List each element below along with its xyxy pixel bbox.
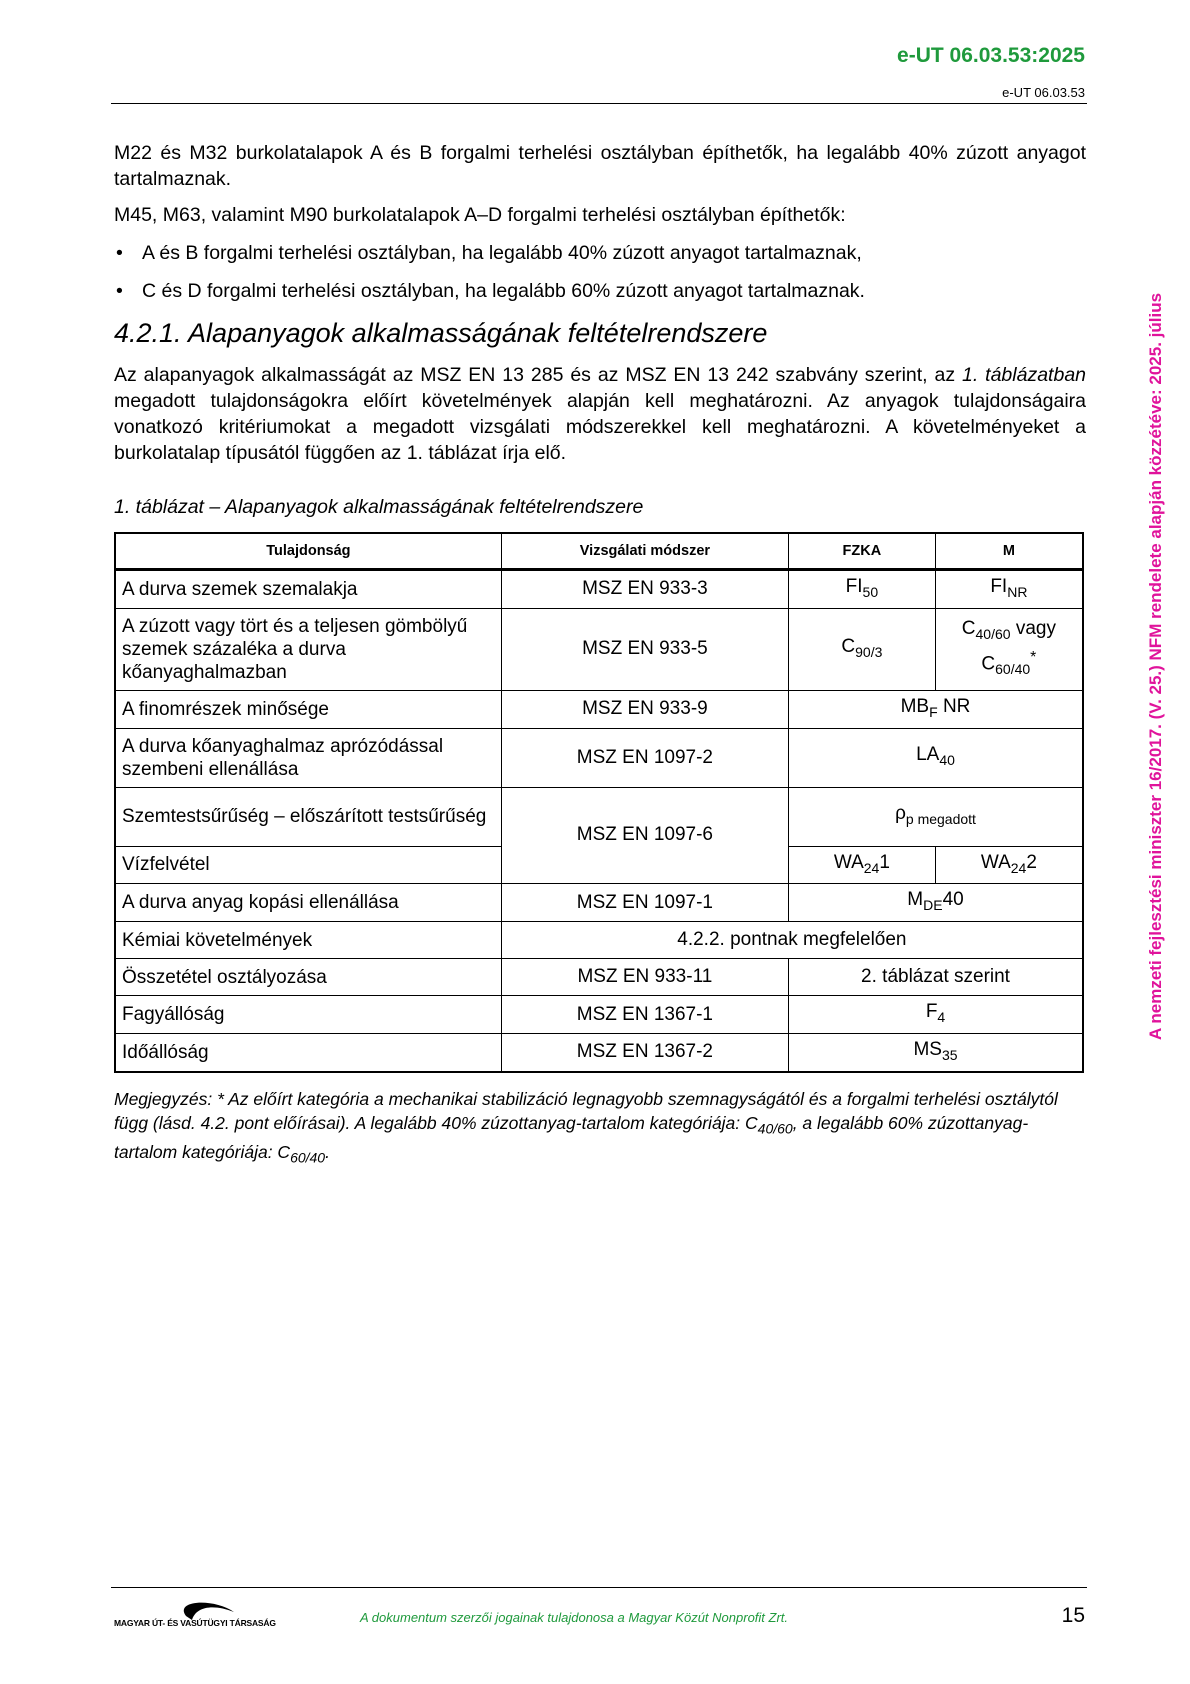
- value-subscript: NR: [1007, 583, 1028, 600]
- table-row: [115, 570, 1083, 609]
- value-subscript: 50: [862, 583, 879, 600]
- note-text: Megjegyzés: * Az előírt kategória a mechanikai stabilizáció legnagyobb szemnagyságától és a forgalmi terhelési osztálytól függ (lásd. 4.2. pont előírásai). A legalább 40% zúzottanyag-tartalom kategóriája: C: [114, 1088, 1058, 1133]
- copyright-note: A dokumentum szerzői jogainak tulajdonosa a Magyar Közút Nonprofit Zrt.: [360, 1610, 789, 1625]
- cell-m: [935, 608, 1083, 690]
- cell-fzka: [789, 570, 936, 609]
- value-text: M: [907, 889, 924, 911]
- footer-divider: [111, 1587, 1087, 1588]
- table-header-row: [115, 533, 1083, 570]
- value-subscript: 90/3: [855, 643, 883, 660]
- paragraph-3-end: megadott tulajdonságokra előírt követelmények alapján kell meghatározni. Az anyagok tulajdonságaira vonatkozó kritériumokat a megadott vizsgálati módszerekkel kell meghatározni. A követelményeket a burkolatalap típusától függően az 1. táblázat írja elő.: [114, 390, 1086, 464]
- table-row: [115, 959, 1083, 996]
- value-text: 40: [942, 889, 964, 911]
- cell-fzka: [789, 608, 936, 690]
- value-subscript: p megadott: [905, 810, 976, 827]
- value-text: WA: [980, 851, 1011, 873]
- value-text: C: [981, 653, 996, 675]
- table-row: [115, 922, 1083, 959]
- cell-method: MSZ EN 933-3: [501, 570, 788, 609]
- table-caption: 1. táblázat – Alapanyagok alkalmasságának feltételrendszere: [114, 496, 644, 518]
- value-subscript: 24: [863, 859, 880, 876]
- value-subscript: 35: [941, 1046, 958, 1063]
- page-number: 15: [1061, 1604, 1085, 1627]
- cell-value: [789, 996, 1083, 1034]
- cell-method: MSZ EN 1097-1: [501, 884, 788, 922]
- table-row: [115, 884, 1083, 922]
- cell-m: [935, 570, 1083, 609]
- cell-property: Szemtestsűrűség – előszárított testsűrűség: [115, 787, 501, 846]
- value-text: F: [925, 1001, 938, 1023]
- document-code: e-UT 06.03.53:2025: [897, 44, 1085, 67]
- cell-method: MSZ EN 1367-1: [501, 996, 788, 1034]
- value-text: C: [961, 618, 976, 640]
- header-property: Tulajdonság: [115, 533, 501, 570]
- note-subscript: 40/60: [757, 1120, 793, 1137]
- cell-value: [789, 728, 1083, 787]
- note-text: , a legalább 60% zúzottanyag-tartalom kategóriája: C: [114, 1112, 1029, 1163]
- value-subscript: 24: [1010, 859, 1027, 876]
- cell-value: [789, 1033, 1083, 1071]
- cell-fzka: [789, 846, 936, 884]
- value-text: C: [841, 635, 856, 657]
- value-text: FI: [845, 576, 863, 597]
- cell-property: Időállóság: [115, 1033, 501, 1071]
- cell-method: MSZ EN 933-9: [501, 690, 788, 728]
- document-subcode: e-UT 06.03.53: [1002, 85, 1085, 100]
- cell-method: MSZ EN 933-5: [501, 608, 788, 690]
- value-subscript: F: [929, 703, 938, 720]
- section-title: 4.2.1. Alapanyagok alkalmasságának feltételrendszere: [114, 318, 768, 348]
- header-fzka: FZKA: [789, 533, 936, 570]
- table-row: [115, 787, 1083, 846]
- cell-property: A zúzott vagy tört és a teljesen gömbölyű szemek százaléka a durva kőanyaghalmazban: [115, 608, 501, 690]
- table-row: [115, 690, 1083, 728]
- value-subscript: 40: [939, 751, 955, 768]
- table-reference: 1. táblázatban: [962, 364, 1087, 386]
- cell-value: [789, 884, 1083, 922]
- header-m: M: [935, 533, 1083, 570]
- table-note: [114, 1087, 1086, 1170]
- cell-property: Kémiai követelmények: [115, 922, 501, 959]
- cell-property: Vízfelvétel: [115, 846, 501, 884]
- society-logo-text: MAGYAR ÚT- ÉS VASÚTÜGYI TÁRSASÁG: [114, 1618, 276, 1628]
- cell-value: [789, 690, 1083, 728]
- table-row: [115, 996, 1083, 1034]
- paragraph-2: M45, M63, valamint M90 burkolatalapok A–D forgalmi terhelési osztályban építhetők:: [114, 204, 846, 226]
- value-text: ρ: [895, 803, 906, 825]
- cell-value: [789, 787, 1083, 846]
- cell-property: Fagyállóság: [115, 996, 501, 1034]
- cell-method: MSZ EN 1097-6: [501, 787, 788, 884]
- bullet-item: • C és D forgalmi terhelési osztályban, ha legalább 60% zúzott anyagot tartalmaznak.: [114, 278, 1086, 304]
- bullet-list: [114, 240, 1086, 304]
- cell-property: A finomrészek minősége: [115, 690, 501, 728]
- value-text: FI: [990, 576, 1008, 597]
- cell-value: 4.2.2. pontnak megfelelően: [501, 922, 1083, 959]
- cell-method: MSZ EN 1367-2: [501, 1033, 788, 1071]
- value-subscript: 60/40: [995, 661, 1031, 678]
- value-text: 2: [1026, 851, 1037, 873]
- value-text: vagy: [1010, 618, 1056, 640]
- table-row: [115, 608, 1083, 690]
- value-subscript: 40/60: [975, 626, 1011, 643]
- publication-note: A nemzeti fejlesztési miniszter 16/2017. (V. 25.) NFM rendelete alapján közzétéve: 2025. július: [1146, 292, 1165, 1040]
- paragraph-1: M22 és M32 burkolatalapok A és B forgalmi terhelési osztályban építhetők, ha legalább 40% zúzott anyagot tartalmaznak.: [114, 142, 1086, 190]
- header-method: Vizsgálati módszer: [501, 533, 788, 570]
- cell-property: A durva anyag kopási ellenállása: [115, 884, 501, 922]
- cell-method: MSZ EN 1097-2: [501, 728, 788, 787]
- note-subscript: 60/40: [290, 1149, 326, 1166]
- paragraph-3-start: Az alapanyagok alkalmasságát az MSZ EN 13 285 és az MSZ EN 13 242 szabvány szerint, az: [114, 364, 962, 386]
- table-row: [115, 1033, 1083, 1071]
- value-text: LA: [916, 744, 940, 766]
- value-text: WA: [833, 851, 864, 873]
- cell-property: A durva kőanyaghalmaz aprózódással szembeni ellenállása: [115, 728, 501, 787]
- value-text: 1: [879, 851, 890, 873]
- cell-method: MSZ EN 933-11: [501, 959, 788, 996]
- footnote-mark: *: [1030, 649, 1037, 667]
- value-subscript: DE: [923, 897, 943, 914]
- requirements-table: [114, 532, 1084, 1073]
- value-text: NR: [937, 695, 971, 717]
- note-text: .: [325, 1142, 330, 1163]
- paragraph-3: [114, 362, 1086, 466]
- value-subscript: 4: [937, 1008, 946, 1025]
- header-divider: [111, 103, 1087, 104]
- cell-m: [935, 846, 1083, 884]
- value-text: MS: [913, 1038, 942, 1060]
- cell-property: A durva szemek szemalakja: [115, 570, 501, 609]
- page-content: [114, 140, 1086, 1170]
- cell-property: Összetétel osztályozása: [115, 959, 501, 996]
- cell-value: 2. táblázat szerint: [789, 959, 1083, 996]
- table-row: [115, 728, 1083, 787]
- value-text: MB: [900, 695, 930, 717]
- bullet-item: • A és B forgalmi terhelési osztályban, ha legalább 40% zúzott anyagot tartalmaznak,: [114, 240, 1086, 266]
